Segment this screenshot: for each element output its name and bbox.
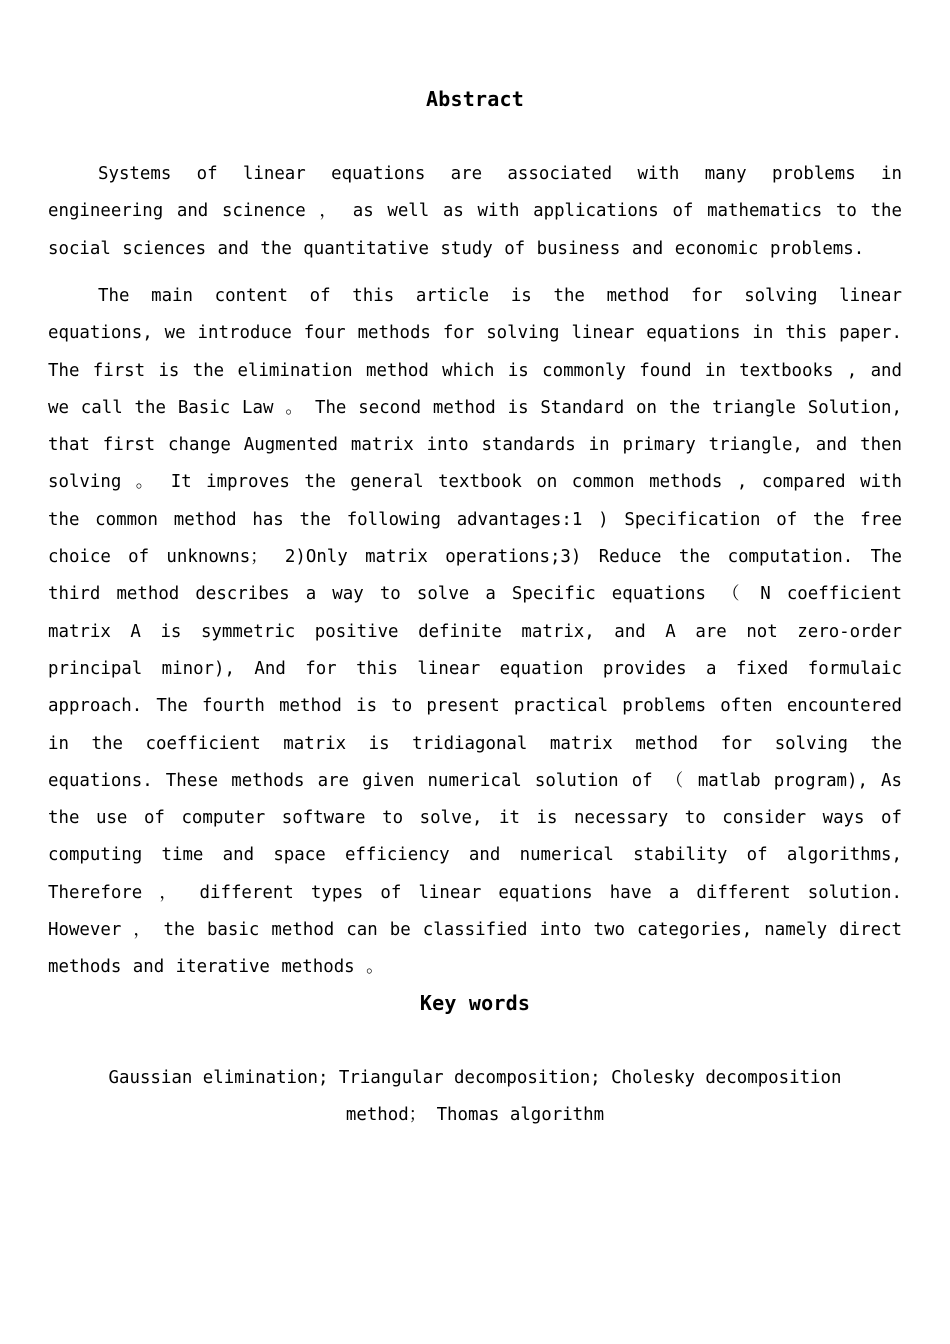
abstract-paragraph-1: Systems of linear equations are associated with many problems in engineering and scinence ， as well as with applications of mathematics to the social sciences and the quantitative study of business and economic problems. — [48, 164, 902, 259]
abstract-heading: Abstract — [426, 87, 524, 111]
keywords-list: Gaussian elimination; Triangular decomposition; Cholesky decomposition method； Thomas algorithm — [108, 1068, 842, 1126]
keywords-heading: Key words — [419, 991, 531, 1015]
abstract-paragraph-2: The main content of this article is the method for solving linear equations, we introduce four methods for solving linear equations in this paper. The first is the elimination method which is commonly found in textbooks , and we call the Basic Law 。 The second method is Standard on the triangle Solution, that first change Augmented matrix into standards in primary triangle, and then solving 。 It improves the general textbook on common methods , compared with the common method has the following advantages:1 ) Specification of the free choice of unknowns； 2)Only matrix operations;3) Reduce the computation. The third method describes a way to solve a Specific equations （ N coefficient matrix A is symmetric positive definite matrix, and A are not zero-order principal minor), And for this linear equation provides a fixed formulaic approach. The fourth method is to present practical problems often encountered in the coefficient matrix is tridiagonal matrix method for solving the equations. These methods are given numerical solution of （ matlab program), As the use of computer software to solve, it is necessary to consider ways of computing time and space efficiency and numerical stability of algorithms, Therefore ， different types of linear equations have a different solution. However ， the basic method can be classified into two categories, namely direct methods and iterative methods 。 — [48, 286, 902, 978]
